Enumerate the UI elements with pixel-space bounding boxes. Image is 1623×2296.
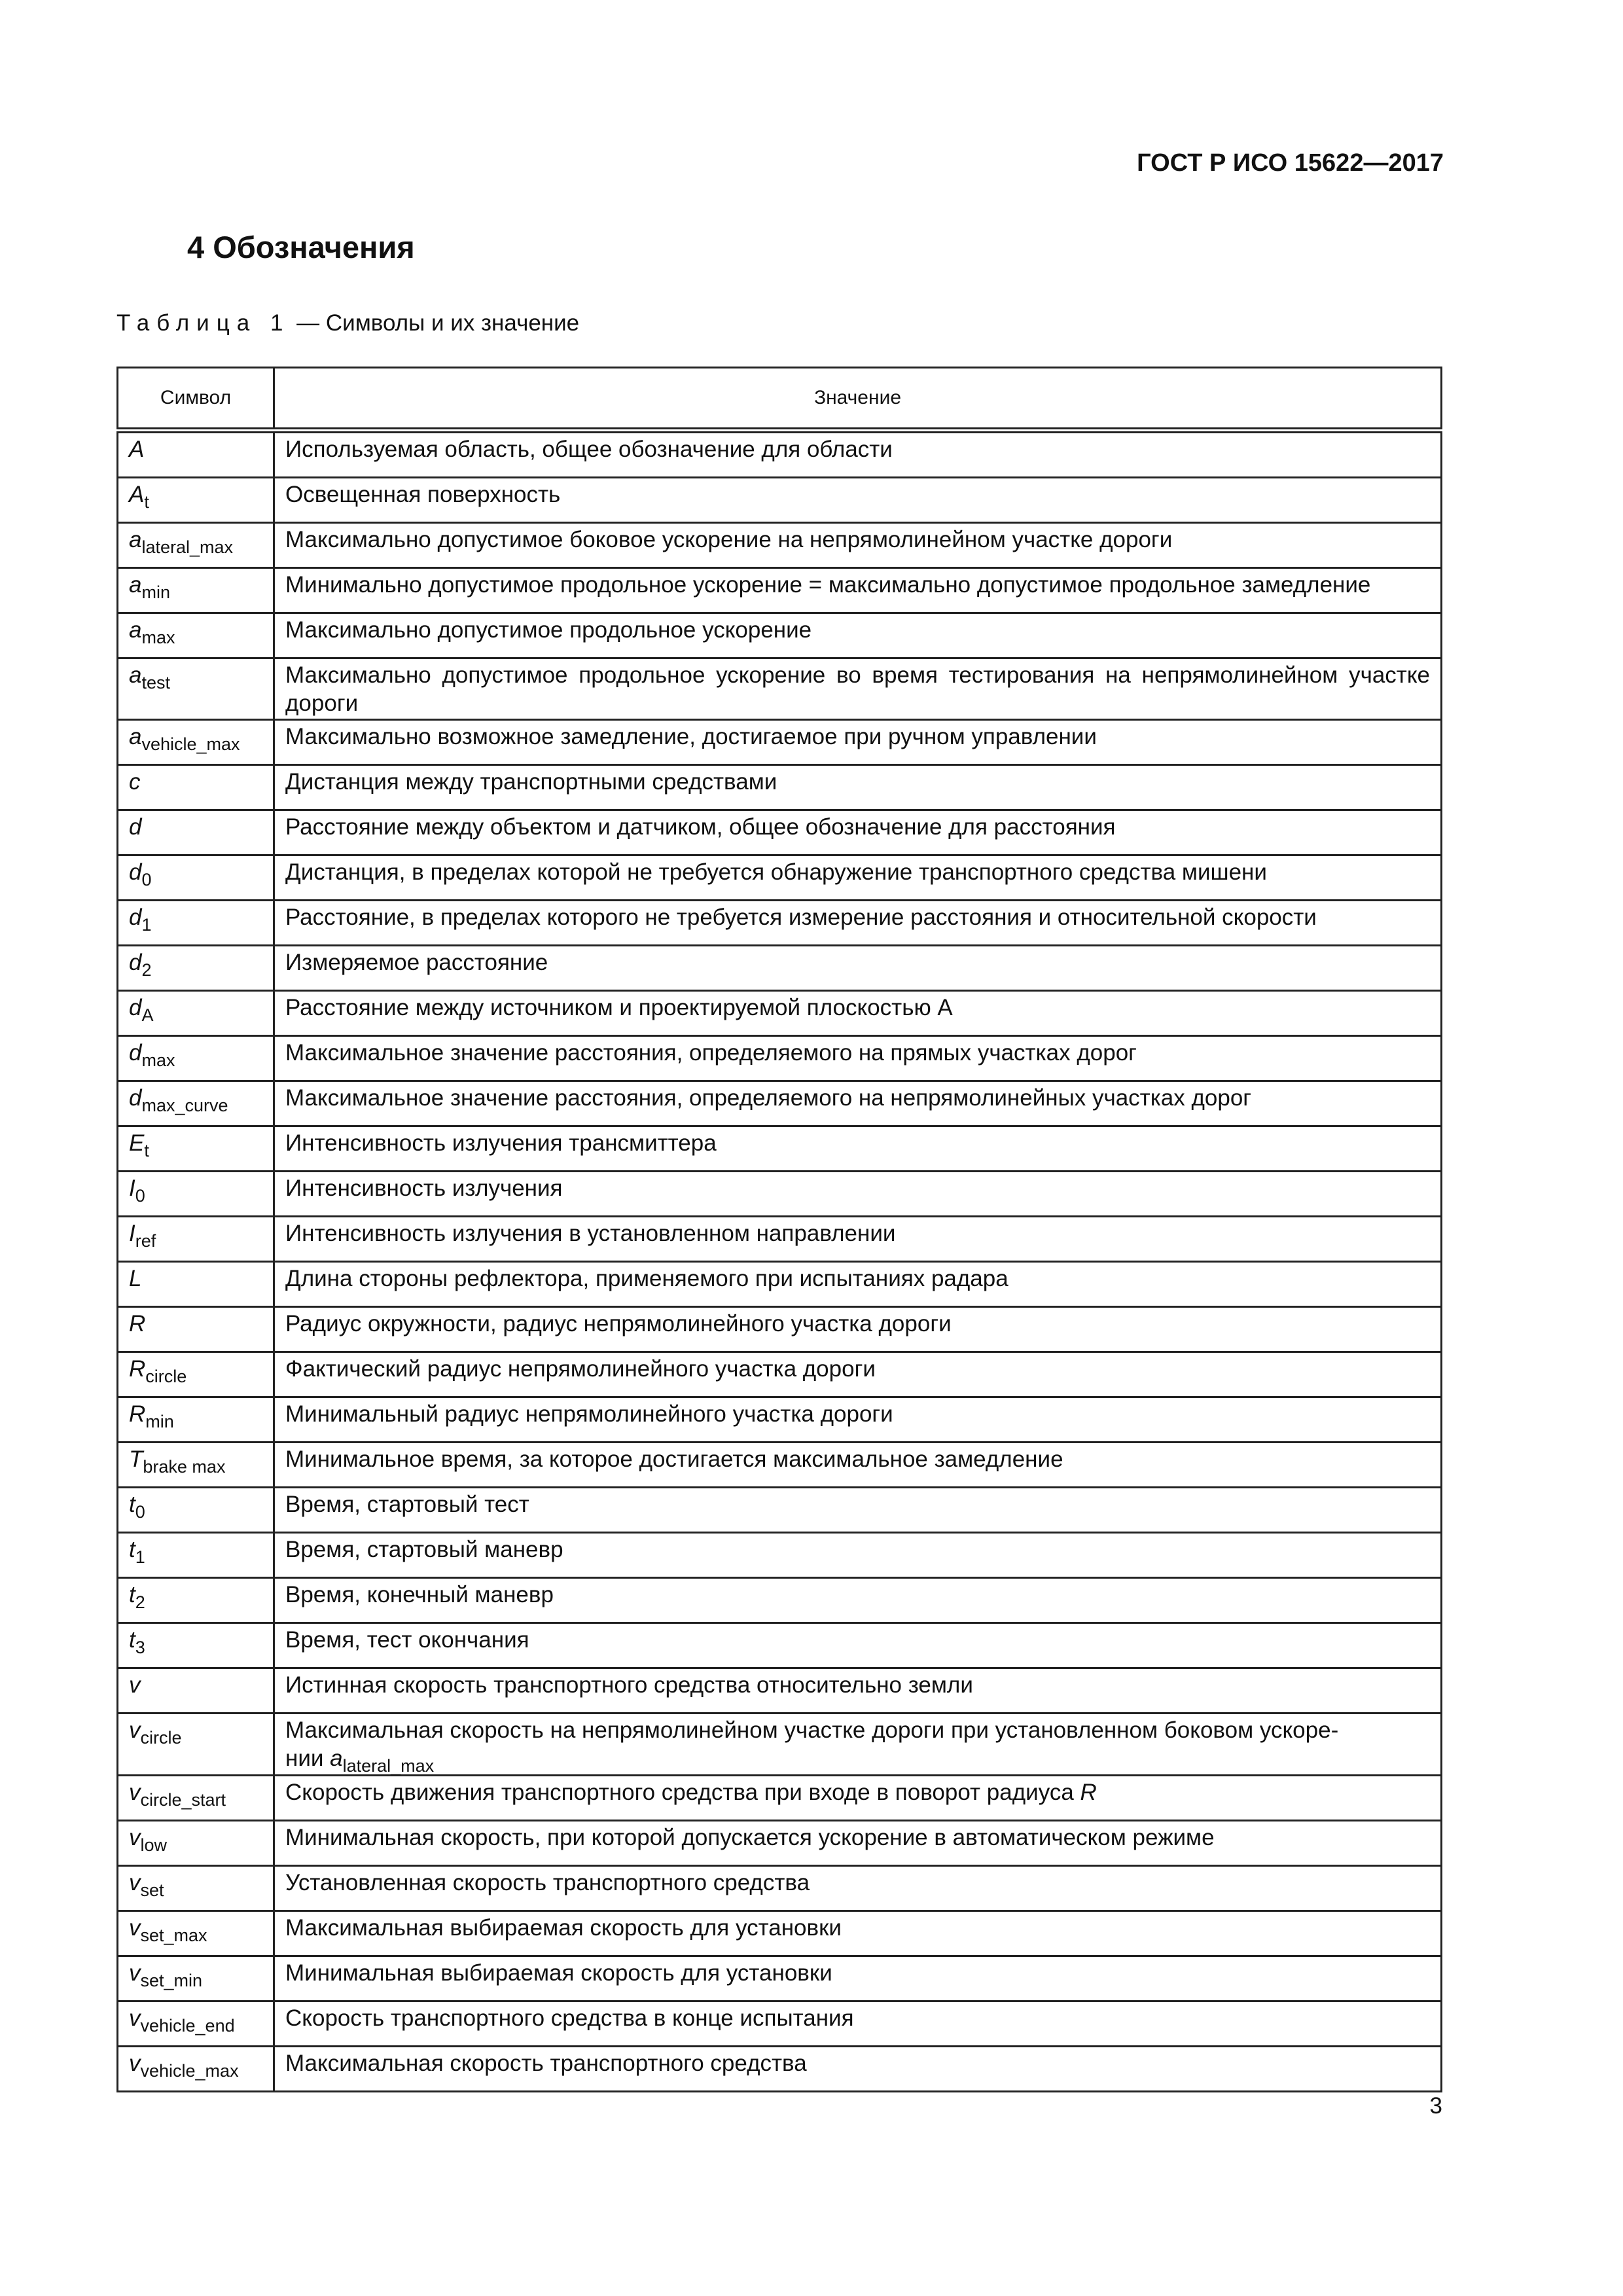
meaning-text: Минимальный радиус непрямолинейного участка дороги	[285, 1401, 893, 1427]
meaning-cell	[274, 2046, 1442, 2091]
meaning-cell	[274, 1910, 1442, 1956]
meaning-text: Расстояние, в пределах которого не требуется измерение расстояния и относительной скорости	[285, 905, 1317, 931]
symbol-subscript: set	[140, 1880, 164, 1900]
table-row	[118, 946, 1442, 991]
meaning-text: Освещенная поверхность	[285, 482, 561, 507]
meaning-text: Расстояние между объектом и датчиком, общее обозначение для расстояния	[285, 814, 1116, 840]
symbol-subscript: min	[145, 1412, 174, 1432]
symbol-subscript: 1	[135, 1547, 145, 1568]
symbol-cell	[118, 1533, 274, 1578]
symbol-main: d	[129, 1040, 142, 1066]
symbol-subscript: max	[141, 628, 175, 647]
symbol-cell	[118, 2001, 274, 2046]
symbol-subscript: 0	[135, 1186, 145, 1206]
table-row	[118, 1397, 1442, 1443]
table-row	[118, 901, 1442, 946]
meaning-text: Время, стартовый тест	[285, 1492, 529, 1518]
meaning-text: Минимальная выбираемая скорость для установки	[285, 1960, 832, 1986]
symbol-cell	[118, 1820, 274, 1865]
symbol-main: v	[129, 1717, 141, 1744]
symbol-main: R	[129, 1356, 146, 1382]
table-row	[118, 1217, 1442, 1262]
symbol-cell	[118, 1126, 274, 1172]
table-row	[118, 1488, 1442, 1533]
table-row	[118, 810, 1442, 855]
symbol-cell	[118, 1081, 274, 1126]
symbol-cell	[118, 1488, 274, 1533]
meaning-text: Время, тест окончания	[285, 1627, 529, 1653]
table-row	[118, 765, 1442, 810]
symbol-cell	[118, 2046, 274, 2091]
symbol-subscript: circle_start	[140, 1789, 226, 1810]
symbol-subscript: circle	[140, 1728, 182, 1748]
meaning-text: Установленная скорость транспортного средства	[285, 1869, 810, 1895]
symbol-subscript: t	[144, 1141, 149, 1161]
meaning-cell	[274, 1578, 1442, 1623]
symbol-subscript: 1	[141, 915, 152, 935]
meaning-cell	[274, 431, 1442, 478]
meaning-text: Интенсивность излучения трансмиттера	[285, 1130, 717, 1157]
meaning-text: Максимальное значение расстояния, определяемого на прямых участках дорог	[285, 1040, 1137, 1066]
meaning-text: Максимальная скорость на непрямолинейном участке дороги при установленном боковом ускоре-	[285, 1717, 1339, 1744]
table-row	[118, 1578, 1442, 1623]
table-header-row	[118, 368, 1442, 431]
table-row	[118, 568, 1442, 613]
meaning-cell	[274, 1081, 1442, 1126]
meaning-text: Фактический радиус непрямолинейного участка дороги	[285, 1356, 876, 1382]
meaning-text: Радиус окружности, радиус непрямолинейного участка дороги	[285, 1311, 952, 1337]
symbol-cell	[118, 991, 274, 1036]
meaning-cell	[274, 658, 1442, 720]
meaning-text: Минимальное время, за которое достигается максимальное замедление	[285, 1446, 1063, 1473]
table-row	[118, 1865, 1442, 1910]
symbol-main: R	[129, 1401, 146, 1427]
meaning-cell	[274, 946, 1442, 991]
section-title: 4 Обозначения	[187, 230, 415, 264]
symbol-cell	[118, 946, 274, 991]
page-number: 3	[1429, 2093, 1442, 2119]
symbol-cell	[118, 901, 274, 946]
meaning-cell	[274, 1172, 1442, 1217]
symbol-cell	[118, 1397, 274, 1443]
symbol-main: d	[129, 905, 142, 931]
symbol-cell	[118, 431, 274, 478]
meaning-symbol-subscript: lateral_max	[342, 1756, 435, 1776]
symbol-column-header: Символ	[118, 368, 274, 431]
symbol-cell	[118, 1172, 274, 1217]
symbol-subscript: ref	[135, 1231, 156, 1251]
table-row	[118, 1910, 1442, 1956]
meaning-cell	[274, 613, 1442, 658]
symbol-cell	[118, 720, 274, 765]
table-row	[118, 478, 1442, 523]
symbol-cell	[118, 1910, 274, 1956]
meaning-text: Минимально допустимое продольное ускорение = максимально допустимое продольное замедление	[285, 572, 1371, 598]
meaning-cell	[274, 720, 1442, 765]
symbol-cell	[118, 1623, 274, 1668]
meaning-text: Длина стороны рефлектора, применяемого при испытаниях радара	[285, 1266, 1008, 1292]
meaning-text: Интенсивность излучения	[285, 1175, 563, 1202]
symbol-cell	[118, 855, 274, 901]
symbol-main: I	[129, 1221, 135, 1247]
symbol-subscript: set_max	[140, 1925, 207, 1945]
meaning-cell	[274, 1036, 1442, 1081]
symbol-subscript: max	[141, 1050, 175, 1071]
meaning-cell	[274, 1262, 1442, 1307]
symbol-cell	[118, 1713, 274, 1775]
table-row	[118, 2001, 1442, 2046]
symbol-main: v	[129, 1960, 141, 1986]
meaning-cell	[274, 1443, 1442, 1488]
symbol-main: t	[129, 1537, 135, 1563]
meaning-cell	[274, 1307, 1442, 1352]
table-caption-label: Таблица 1	[116, 310, 291, 336]
meaning-cell	[274, 1397, 1442, 1443]
symbol-cell	[118, 1217, 274, 1262]
symbol-main: d	[129, 859, 142, 886]
table-row	[118, 1262, 1442, 1307]
document-code: ГОСТ Р ИСО 15622—2017	[1137, 149, 1444, 177]
symbol-cell	[118, 613, 274, 658]
meaning-symbol-main: a	[330, 1746, 343, 1772]
symbol-subscript: max_curve	[141, 1096, 228, 1116]
symbol-cell	[118, 765, 274, 810]
meaning-text: Максимальная выбираемая скорость для установки	[285, 1914, 842, 1941]
meaning-text: Максимальная скорость транспортного средства	[285, 2050, 807, 2076]
meaning-cell	[274, 1713, 1442, 1775]
table-row	[118, 720, 1442, 765]
symbol-main: T	[129, 1446, 143, 1473]
meaning-cell	[274, 1865, 1442, 1910]
table-row	[118, 1775, 1442, 1820]
table-row	[118, 1443, 1442, 1488]
table-caption-text: — Символы и их значение	[290, 310, 580, 336]
symbol-main: a	[129, 662, 142, 688]
symbol-subscript: lateral_max	[141, 537, 234, 557]
meaning-cell	[274, 478, 1442, 523]
symbol-main: L	[129, 1266, 142, 1292]
meaning-cell	[274, 855, 1442, 901]
symbol-main: E	[129, 1130, 145, 1157]
symbol-main: d	[129, 995, 142, 1021]
meaning-symbol-main: R	[1080, 1779, 1097, 1805]
meaning-text: Время, стартовый маневр	[285, 1537, 563, 1563]
meaning-cell	[274, 1126, 1442, 1172]
table-row	[118, 1820, 1442, 1865]
symbol-main: R	[129, 1311, 146, 1337]
symbol-main: d	[129, 814, 142, 840]
symbol-subscript: 2	[135, 1592, 145, 1613]
symbol-main: A	[129, 437, 145, 462]
meaning-text: Максимально возможное замедление, достигаемое при ручном управлении	[285, 724, 1097, 750]
symbol-cell	[118, 568, 274, 613]
symbol-subscript: circle	[145, 1367, 187, 1387]
meaning-text: Истинная скорость транспортного средства относительно земли	[285, 1672, 973, 1698]
symbol-main: I	[129, 1175, 135, 1202]
meaning-text: Максимально допустимое продольное ускорение во время тестирования на непрямолинейном участке дороги	[285, 662, 1430, 716]
meaning-text: Максимальное значение расстояния, определяемого на непрямолинейных участках дорог	[285, 1085, 1252, 1111]
meaning-cell	[274, 810, 1442, 855]
meaning-cell	[274, 765, 1442, 810]
symbols-table	[116, 367, 1442, 2092]
symbol-main: c	[129, 769, 141, 795]
symbol-subscript: vehicle_end	[140, 2015, 235, 2036]
symbol-subscript: 0	[141, 870, 152, 890]
symbol-main: a	[129, 617, 142, 643]
meaning-text: Интенсивность излучения в установленном направлении	[285, 1221, 896, 1247]
meaning-cell	[274, 1668, 1442, 1713]
table-row	[118, 991, 1442, 1036]
table-row	[118, 1307, 1442, 1352]
symbol-cell	[118, 478, 274, 523]
table-row	[118, 1172, 1442, 1217]
symbol-cell	[118, 1668, 274, 1713]
symbol-subscript: vehicle_max	[140, 2060, 239, 2081]
symbol-main: A	[129, 482, 145, 507]
symbol-main: v	[129, 2050, 141, 2076]
symbol-subscript: t	[144, 492, 149, 512]
meaning-cell	[274, 1217, 1442, 1262]
table-row	[118, 1036, 1442, 1081]
table-row	[118, 855, 1442, 901]
table-row	[118, 1352, 1442, 1397]
symbol-main: a	[129, 724, 142, 750]
symbol-cell	[118, 1956, 274, 2001]
symbol-main: d	[129, 950, 142, 976]
meaning-cell	[274, 1956, 1442, 2001]
meaning-text: Скорость транспортного средства в конце испытания	[285, 2005, 854, 2031]
symbol-cell	[118, 1578, 274, 1623]
table-row	[118, 613, 1442, 658]
meaning-text: Дистанция между транспортными средствами	[285, 769, 777, 795]
meaning-text: Максимально допустимое продольное ускорение	[285, 617, 812, 643]
symbol-main: t	[129, 1627, 135, 1653]
table-row	[118, 2046, 1442, 2091]
symbol-subscript: 0	[135, 1502, 145, 1522]
symbol-cell	[118, 1352, 274, 1397]
symbol-cell	[118, 1443, 274, 1488]
symbol-subscript: min	[141, 583, 170, 602]
symbol-main: a	[129, 572, 142, 598]
meaning-cell	[274, 901, 1442, 946]
table-row	[118, 1533, 1442, 1578]
meaning-text: Расстояние между источником и проектируемой плоскостью A	[285, 995, 953, 1021]
table-row	[118, 1668, 1442, 1713]
symbol-subscript: low	[140, 1835, 168, 1855]
symbol-main: t	[129, 1582, 135, 1608]
table-row	[118, 431, 1442, 478]
symbol-cell	[118, 658, 274, 720]
meaning-cell	[274, 1533, 1442, 1578]
symbol-subscript: test	[141, 673, 170, 692]
symbol-main: v	[129, 1824, 141, 1850]
meaning-cell	[274, 523, 1442, 568]
table-row	[118, 1956, 1442, 2001]
meaning-text: Дистанция, в пределах которой не требуется обнаружение транспортного средства мишени	[285, 859, 1267, 886]
symbol-cell	[118, 1036, 274, 1081]
symbol-main: v	[129, 1914, 141, 1941]
symbol-cell	[118, 1865, 274, 1910]
table-row	[118, 1126, 1442, 1172]
table-caption	[116, 310, 579, 336]
meaning-text: Минимальная скорость, при которой допускается ускорение в автоматическом режиме	[285, 1824, 1215, 1850]
meaning-column-header: Значение	[274, 368, 1442, 431]
symbol-main: v	[129, 1779, 141, 1805]
table-row	[118, 1623, 1442, 1668]
table-row	[118, 1081, 1442, 1126]
symbol-main: v	[129, 1869, 141, 1895]
meaning-cell	[274, 1488, 1442, 1533]
symbol-main: t	[129, 1492, 135, 1518]
table-row	[118, 658, 1442, 720]
table-row	[118, 1713, 1442, 1775]
symbol-subscript: A	[141, 1005, 154, 1026]
meaning-cell	[274, 1820, 1442, 1865]
meaning-text: Время, конечный маневр	[285, 1582, 554, 1608]
symbol-main: a	[129, 527, 142, 552]
symbol-cell	[118, 1775, 274, 1820]
meaning-text: Максимально допустимое боковое ускорение на непрямолинейном участке дороги	[285, 527, 1173, 552]
meaning-text: Скорость движения транспортного средства при входе в поворот радиуса	[285, 1779, 1080, 1805]
meaning-cell	[274, 991, 1442, 1036]
meaning-cell	[274, 1352, 1442, 1397]
symbol-cell	[118, 1262, 274, 1307]
symbol-cell	[118, 523, 274, 568]
symbol-subscript: brake max	[143, 1457, 226, 1477]
table-row	[118, 523, 1442, 568]
symbol-main: d	[129, 1085, 142, 1111]
symbol-cell	[118, 1307, 274, 1352]
symbol-subscript: 2	[141, 960, 152, 980]
symbol-subscript: set_min	[140, 1970, 203, 1990]
symbol-main: v	[129, 2005, 141, 2031]
meaning-cell	[274, 1623, 1442, 1668]
meaning-text: Используемая область, общее обозначение для области	[285, 437, 893, 462]
table-body	[118, 431, 1442, 2092]
meaning-cell	[274, 2001, 1442, 2046]
meaning-cell	[274, 568, 1442, 613]
meaning-text: Измеряемое расстояние	[285, 950, 548, 976]
symbol-subscript: 3	[135, 1638, 145, 1658]
meaning-text-line2: нии	[285, 1746, 330, 1772]
meaning-cell	[274, 1775, 1442, 1820]
symbol-main: v	[129, 1672, 141, 1698]
symbol-subscript: vehicle_max	[141, 734, 240, 755]
symbol-cell	[118, 810, 274, 855]
